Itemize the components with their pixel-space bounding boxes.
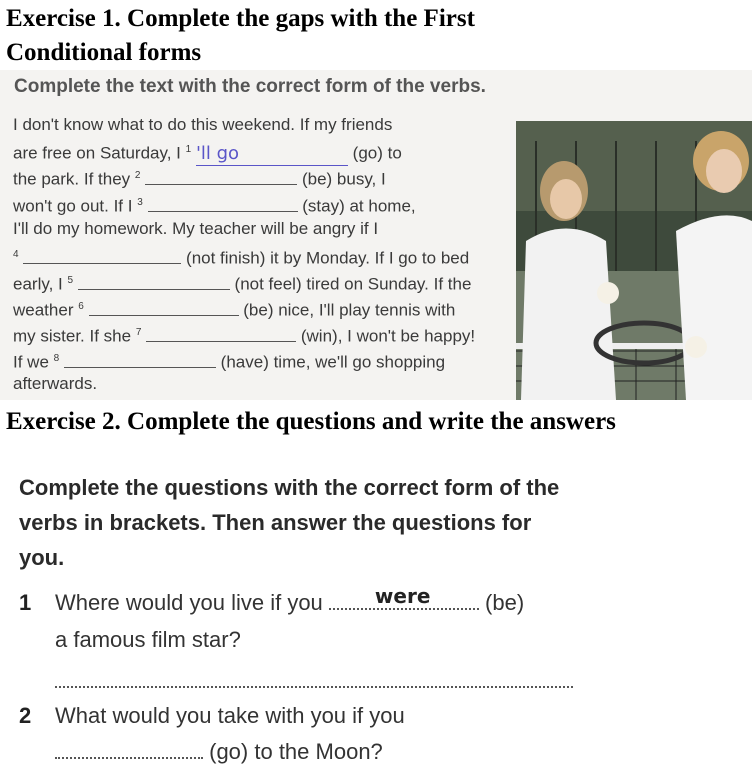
text-line-6: early, I $^5$ (not feel) tired on Sunday. If the (13, 274, 472, 294)
text-line-9: If we $^8$ (have) time, we'll go shopping (13, 352, 446, 372)
gap-3[interactable] (148, 195, 298, 212)
question-2-line-a: What would you take with you if you (55, 703, 405, 728)
gap-6[interactable] (89, 299, 239, 316)
text-line-8: my sister. If she $^7$ (win), I won't be happy! (13, 326, 476, 346)
gap-1-answer[interactable]: 'll go (196, 143, 348, 166)
question-1-line-a: Where would you live if you were (be) (55, 584, 525, 615)
exercise-1-instruction: Complete the text with the correct form of the verbs. (14, 76, 486, 97)
text-line-0: I don't know what to do this weekend. If my friends (13, 115, 393, 134)
text-line-10: afterwards. (13, 374, 98, 393)
exercise-1-heading: Exercise 1. Complete the gaps with the First Conditional forms (6, 5, 475, 66)
exercise-2-heading: Exercise 2. Complete the questions and write the answers (6, 408, 616, 435)
tennis-girls-photo (516, 121, 752, 400)
question-2-number: 2 (19, 703, 32, 728)
gap-8[interactable] (64, 351, 216, 368)
question-1-answer: were (374, 584, 431, 608)
question-1-line-b: a famous film star? (55, 627, 241, 652)
text-line-4: I'll do my homework. My teacher will be angry if I (13, 219, 379, 238)
text-line-3: won't go out. If I $^3$ (stay) at home, (13, 196, 416, 216)
gap-4[interactable] (23, 247, 181, 264)
text-line-5: $^4$ (not finish) it by Monday. If I go to bed (13, 248, 470, 268)
text-line-7: weather $^6$ (be) nice, I'll play tennis with (13, 300, 456, 320)
question-2-line-b: (go) to the Moon? (55, 739, 383, 765)
question-1-number: 1 (19, 590, 32, 615)
text-line-1: are free on Saturday, I $^1$ 'll go (go) to (13, 142, 402, 164)
text-line-2: the park. If they $^2$ (be) busy, I (13, 169, 386, 189)
question-1-answer-line[interactable] (55, 672, 573, 688)
gap-7[interactable] (146, 325, 296, 342)
gap-2[interactable] (145, 168, 297, 185)
gap-5[interactable] (78, 273, 230, 290)
question-2-gap[interactable] (55, 741, 203, 759)
question-1-gap[interactable] (329, 584, 479, 610)
exercise-2-instruction: Complete the questions with the correct form of the verbs in brackets. Then answer the questions for you. (19, 475, 560, 570)
